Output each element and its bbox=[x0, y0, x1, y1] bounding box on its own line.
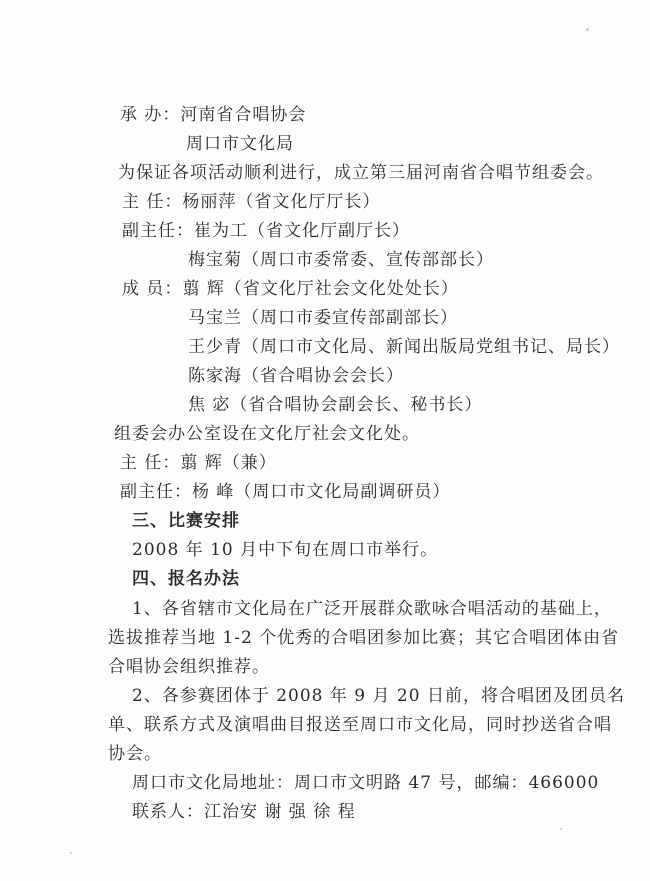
committee-deputy-1: 副主任：崔为工（省文化厅副厅长） bbox=[122, 221, 410, 241]
section-heading-registration: 四、报名办法 bbox=[132, 569, 240, 589]
committee-member-5: 焦 宓（省合唱协会副会长、秘书长） bbox=[188, 395, 483, 415]
registration-item-2-line-2: 单、联系方式及演唱曲目报送至周口市文化局，同时抄送省合唱 bbox=[108, 715, 612, 735]
committee-member-1: 成 员：翦 辉（省文化厅社会文化处处长） bbox=[122, 279, 459, 299]
registration-item-2-line-1: 2、各参赛团体于 2008 年 9 月 20 日前，将合唱团及团员名 bbox=[132, 686, 625, 706]
contact-address: 周口市文化局地址：周口市文明路 47 号，邮编：466000 bbox=[132, 773, 600, 793]
contact-persons: 联系人：江治安 谢 强 徐 程 bbox=[132, 802, 356, 822]
committee-member-3: 王少青（周口市文化局、新闻出版局党组书记、局长） bbox=[188, 337, 620, 357]
office-location: 组委会办公室设在文化厅社会文化处。 bbox=[114, 424, 420, 444]
registration-item-1-line-1: 1、各省辖市文化局在广泛开展群众歌咏合唱活动的基础上， bbox=[132, 599, 612, 619]
committee-intro: 为保证各项活动顺利进行，成立第三届河南省合唱节组委会。 bbox=[118, 163, 604, 183]
section-heading-schedule: 三、比赛安排 bbox=[132, 511, 240, 531]
schedule-text: 2008 年 10 月中下旬在周口市举行。 bbox=[132, 540, 439, 560]
registration-item-1-line-3: 合唱协会组织推荐。 bbox=[108, 657, 270, 677]
registration-item-1-line-2: 选拔推荐当地 1-2 个优秀的合唱团参加比赛；其它合唱团体由省 bbox=[108, 628, 620, 648]
registration-item-2-line-3: 协会。 bbox=[108, 744, 162, 764]
scan-speck bbox=[586, 28, 589, 31]
office-deputy: 副主任：杨 峰（周口市文化局副调研员） bbox=[120, 482, 451, 502]
office-director: 主 任：翦 辉（兼） bbox=[120, 453, 277, 473]
committee-member-4: 陈家海（省合唱协会会长） bbox=[188, 366, 404, 386]
organizer-line-2: 周口市文化局 bbox=[186, 134, 294, 154]
committee-director: 主 任：杨丽萍（省文化厅厅长） bbox=[122, 192, 381, 212]
scan-speck bbox=[560, 828, 562, 830]
scan-speck bbox=[70, 852, 72, 854]
committee-deputy-2: 梅宝菊（周口市委常委、宣传部部长） bbox=[188, 250, 494, 270]
organizer-line: 承 办：河南省合唱协会 bbox=[120, 105, 307, 125]
committee-member-2: 马宝兰（周口市委宣传部副部长） bbox=[188, 308, 458, 328]
